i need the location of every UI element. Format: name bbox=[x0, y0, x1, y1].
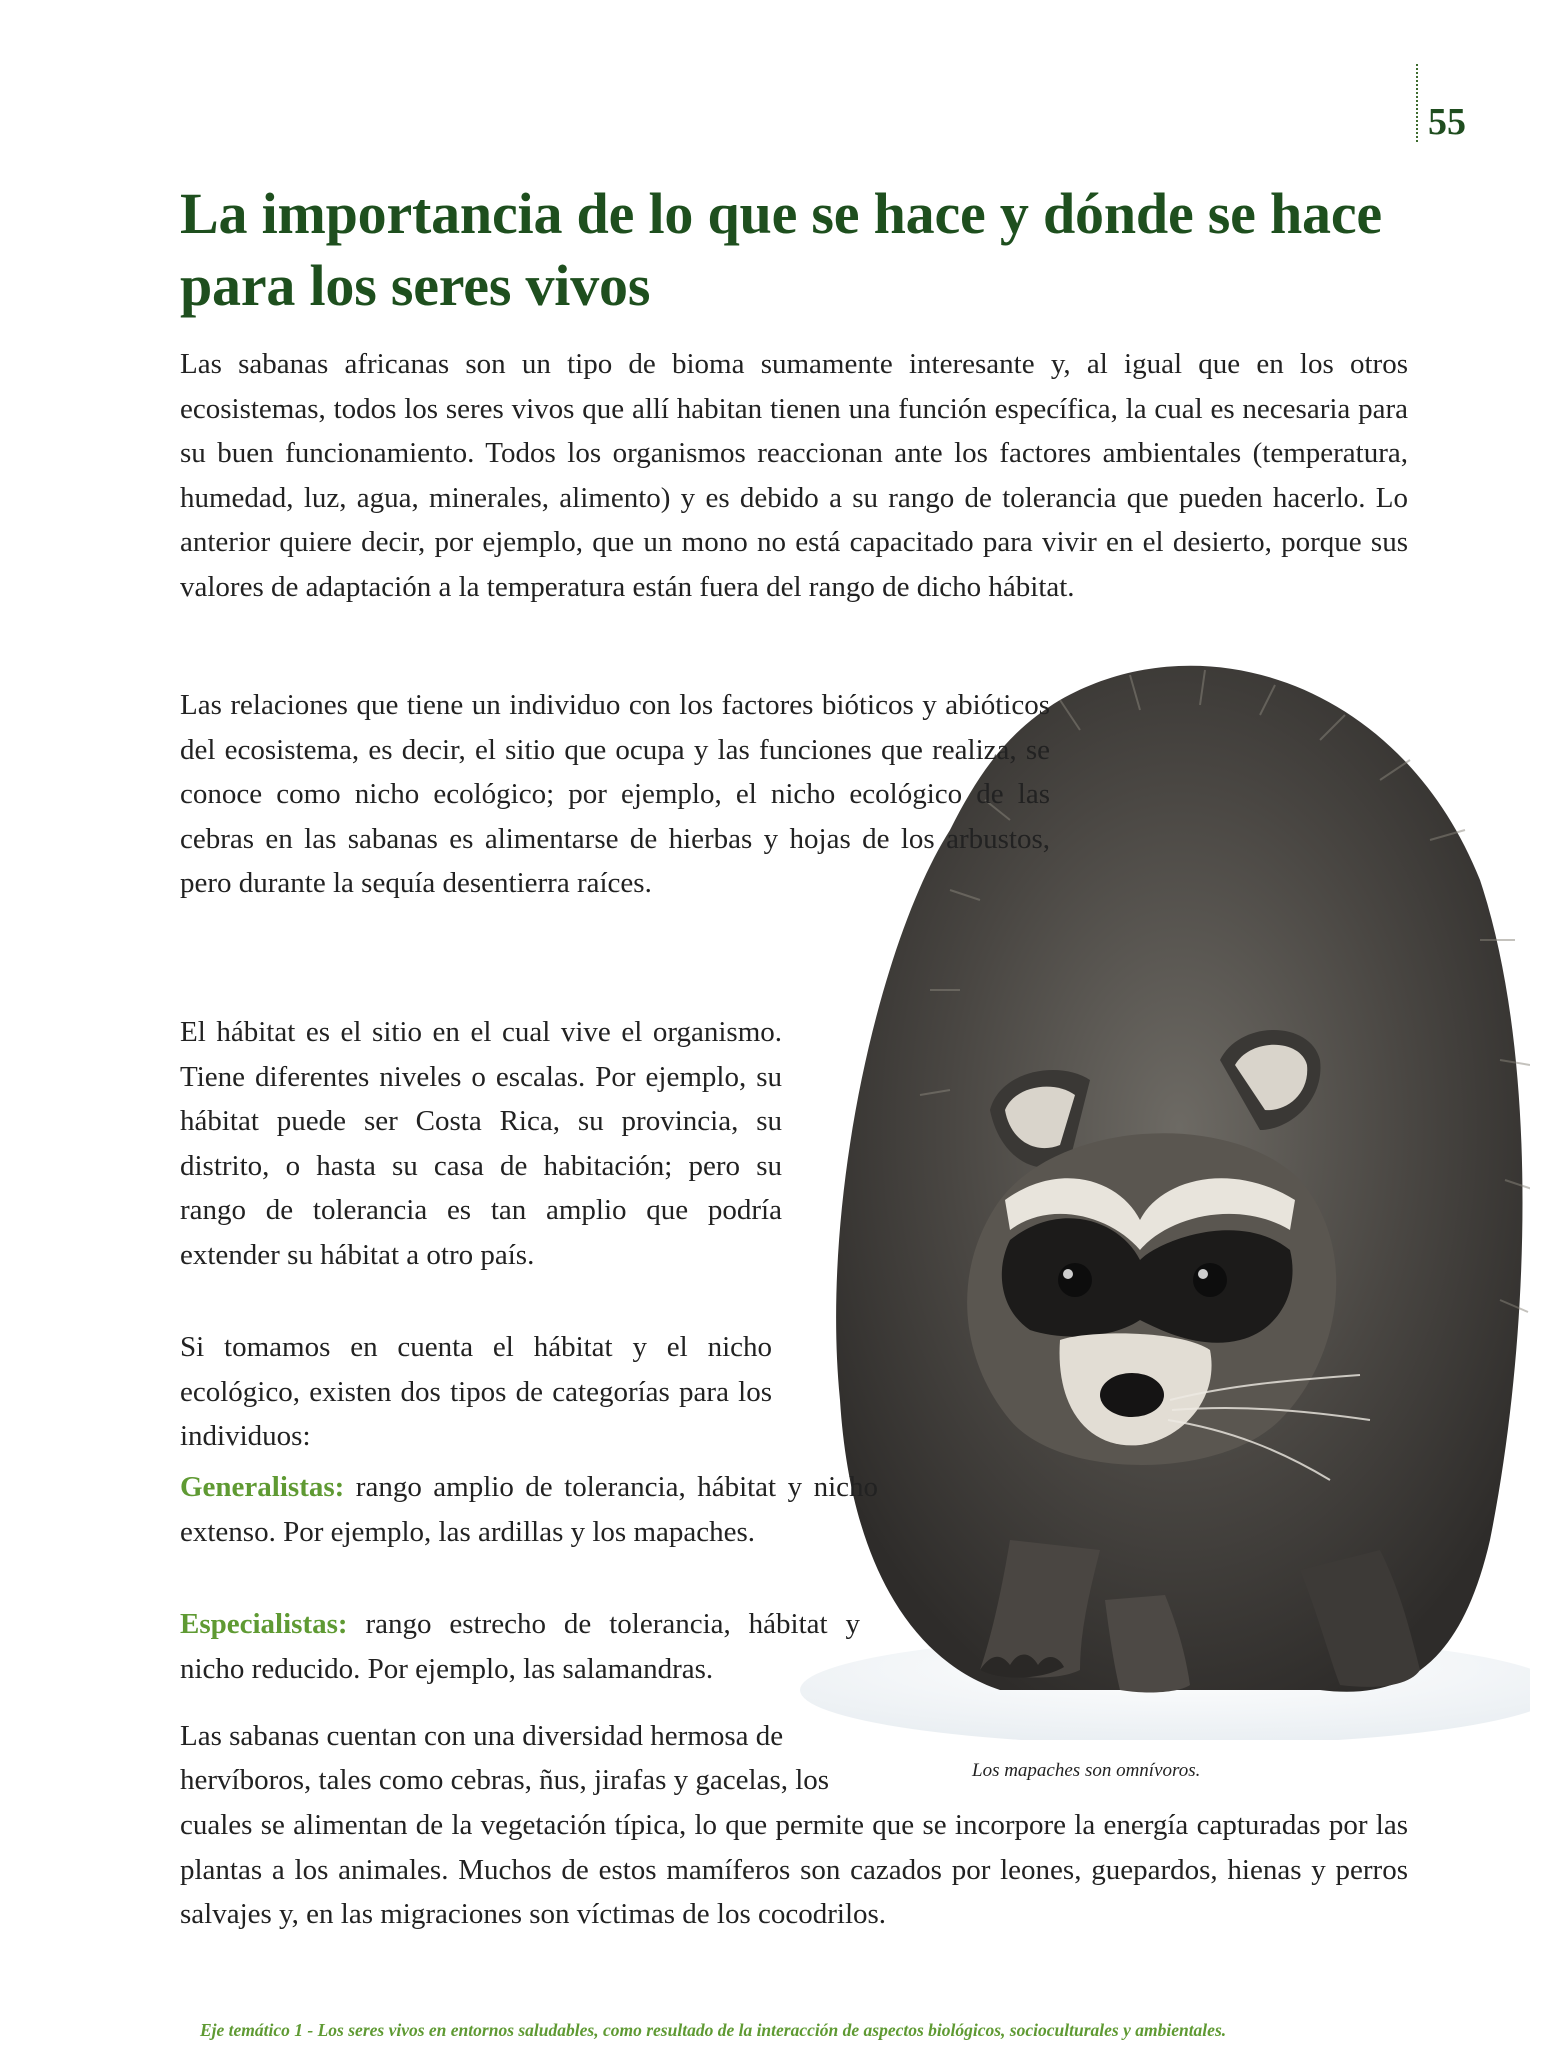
paragraph-sabanas-rest: cuales se alimentan de la vegetación típica, lo que permite que se incorpore la energía capturadas por las plantas a los animales. Muchos de estos mamíferos son cazados por leones, guepardos, hienas y perros salvajes y, en las migraciones son víctimas de los cocodrilos. bbox=[180, 1809, 1408, 1931]
page-number: 55 bbox=[1428, 101, 1466, 143]
generalistas-label: Generalistas: bbox=[180, 1471, 345, 1503]
page-title: La importancia de lo que se hace y dónde se hace para los seres vivos bbox=[180, 181, 1382, 318]
footer-eje-tematico: Eje temático 1 - Los seres vivos en entornos saludables, como resultado de la interacción de aspectos biológicos, socioculturales y ambientales. bbox=[200, 2020, 1227, 2040]
photo-caption: Los mapaches son omnívoros. bbox=[972, 1760, 1201, 1781]
paragraph-sabanas-line1: Las sabanas cuentan con una diversidad hermosa de bbox=[180, 1720, 784, 1752]
paragraph-habitat: El hábitat es el sitio en el cual vive el organismo. Tiene diferentes niveles o escalas. Por ejemplo, su hábitat puede ser Costa Rica, su provincia, su distrito, o hasta su casa de habitación; pero su rango de tolerancia es tan amplio que podría extender su hábitat a otro país. bbox=[180, 1016, 782, 1271]
paragraph-nicho: Las relaciones que tiene un individuo con los factores bióticos y abióticos del ecosistema, es decir, el sitio que ocupa y las funciones que realiza, se conoce como nicho ecológico; por ejemplo, el nicho ecológico de las cebras en las sabanas es alimentarse de hierbas y hojas de los arbustos, pero durante la sequía desentierra raíces. bbox=[180, 689, 1050, 900]
paragraph-intro: Las sabanas africanas son un tipo de bioma sumamente interesante y, al igual que en los otros ecosistemas, todos los seres vivos que allí habitan tienen una función específica, la cual es necesaria para su buen funcionamiento. Todos los organismos reaccionan ante los factores ambientales (temperatura, humedad, luz, agua, minerales, alimento) y es debido a su rango de tolerancia que pueden hacerlo. Lo anterior quiere decir, por ejemplo, que un mono no está capacitado para vivir en el desierto, porque sus valores de adaptación a la temperatura están fuera del rango de dicho hábitat. bbox=[180, 348, 1408, 603]
paragraph-generalistas bbox=[180, 1465, 878, 1554]
paragraph-sabanas-line2: hervíboros, tales como cebras, ñus, jirafas y gacelas, los bbox=[180, 1764, 830, 1796]
paragraph-especialistas bbox=[180, 1602, 860, 1691]
paragraph-categorias: Si tomamos en cuenta el hábitat y el nicho ecológico, existen dos tipos de categorías para los individuos: bbox=[180, 1331, 772, 1453]
especialistas-label: Especialistas: bbox=[180, 1608, 348, 1640]
especialistas-text: rango estrecho de tolerancia, hábitat y nicho reducido. Por ejemplo, las salamandras. bbox=[180, 1608, 860, 1685]
generalistas-text: rango amplio de tolerancia, hábitat y nicho extenso. Por ejemplo, las ardillas y los mapaches. bbox=[180, 1471, 878, 1548]
page-number-rule bbox=[1416, 64, 1418, 142]
